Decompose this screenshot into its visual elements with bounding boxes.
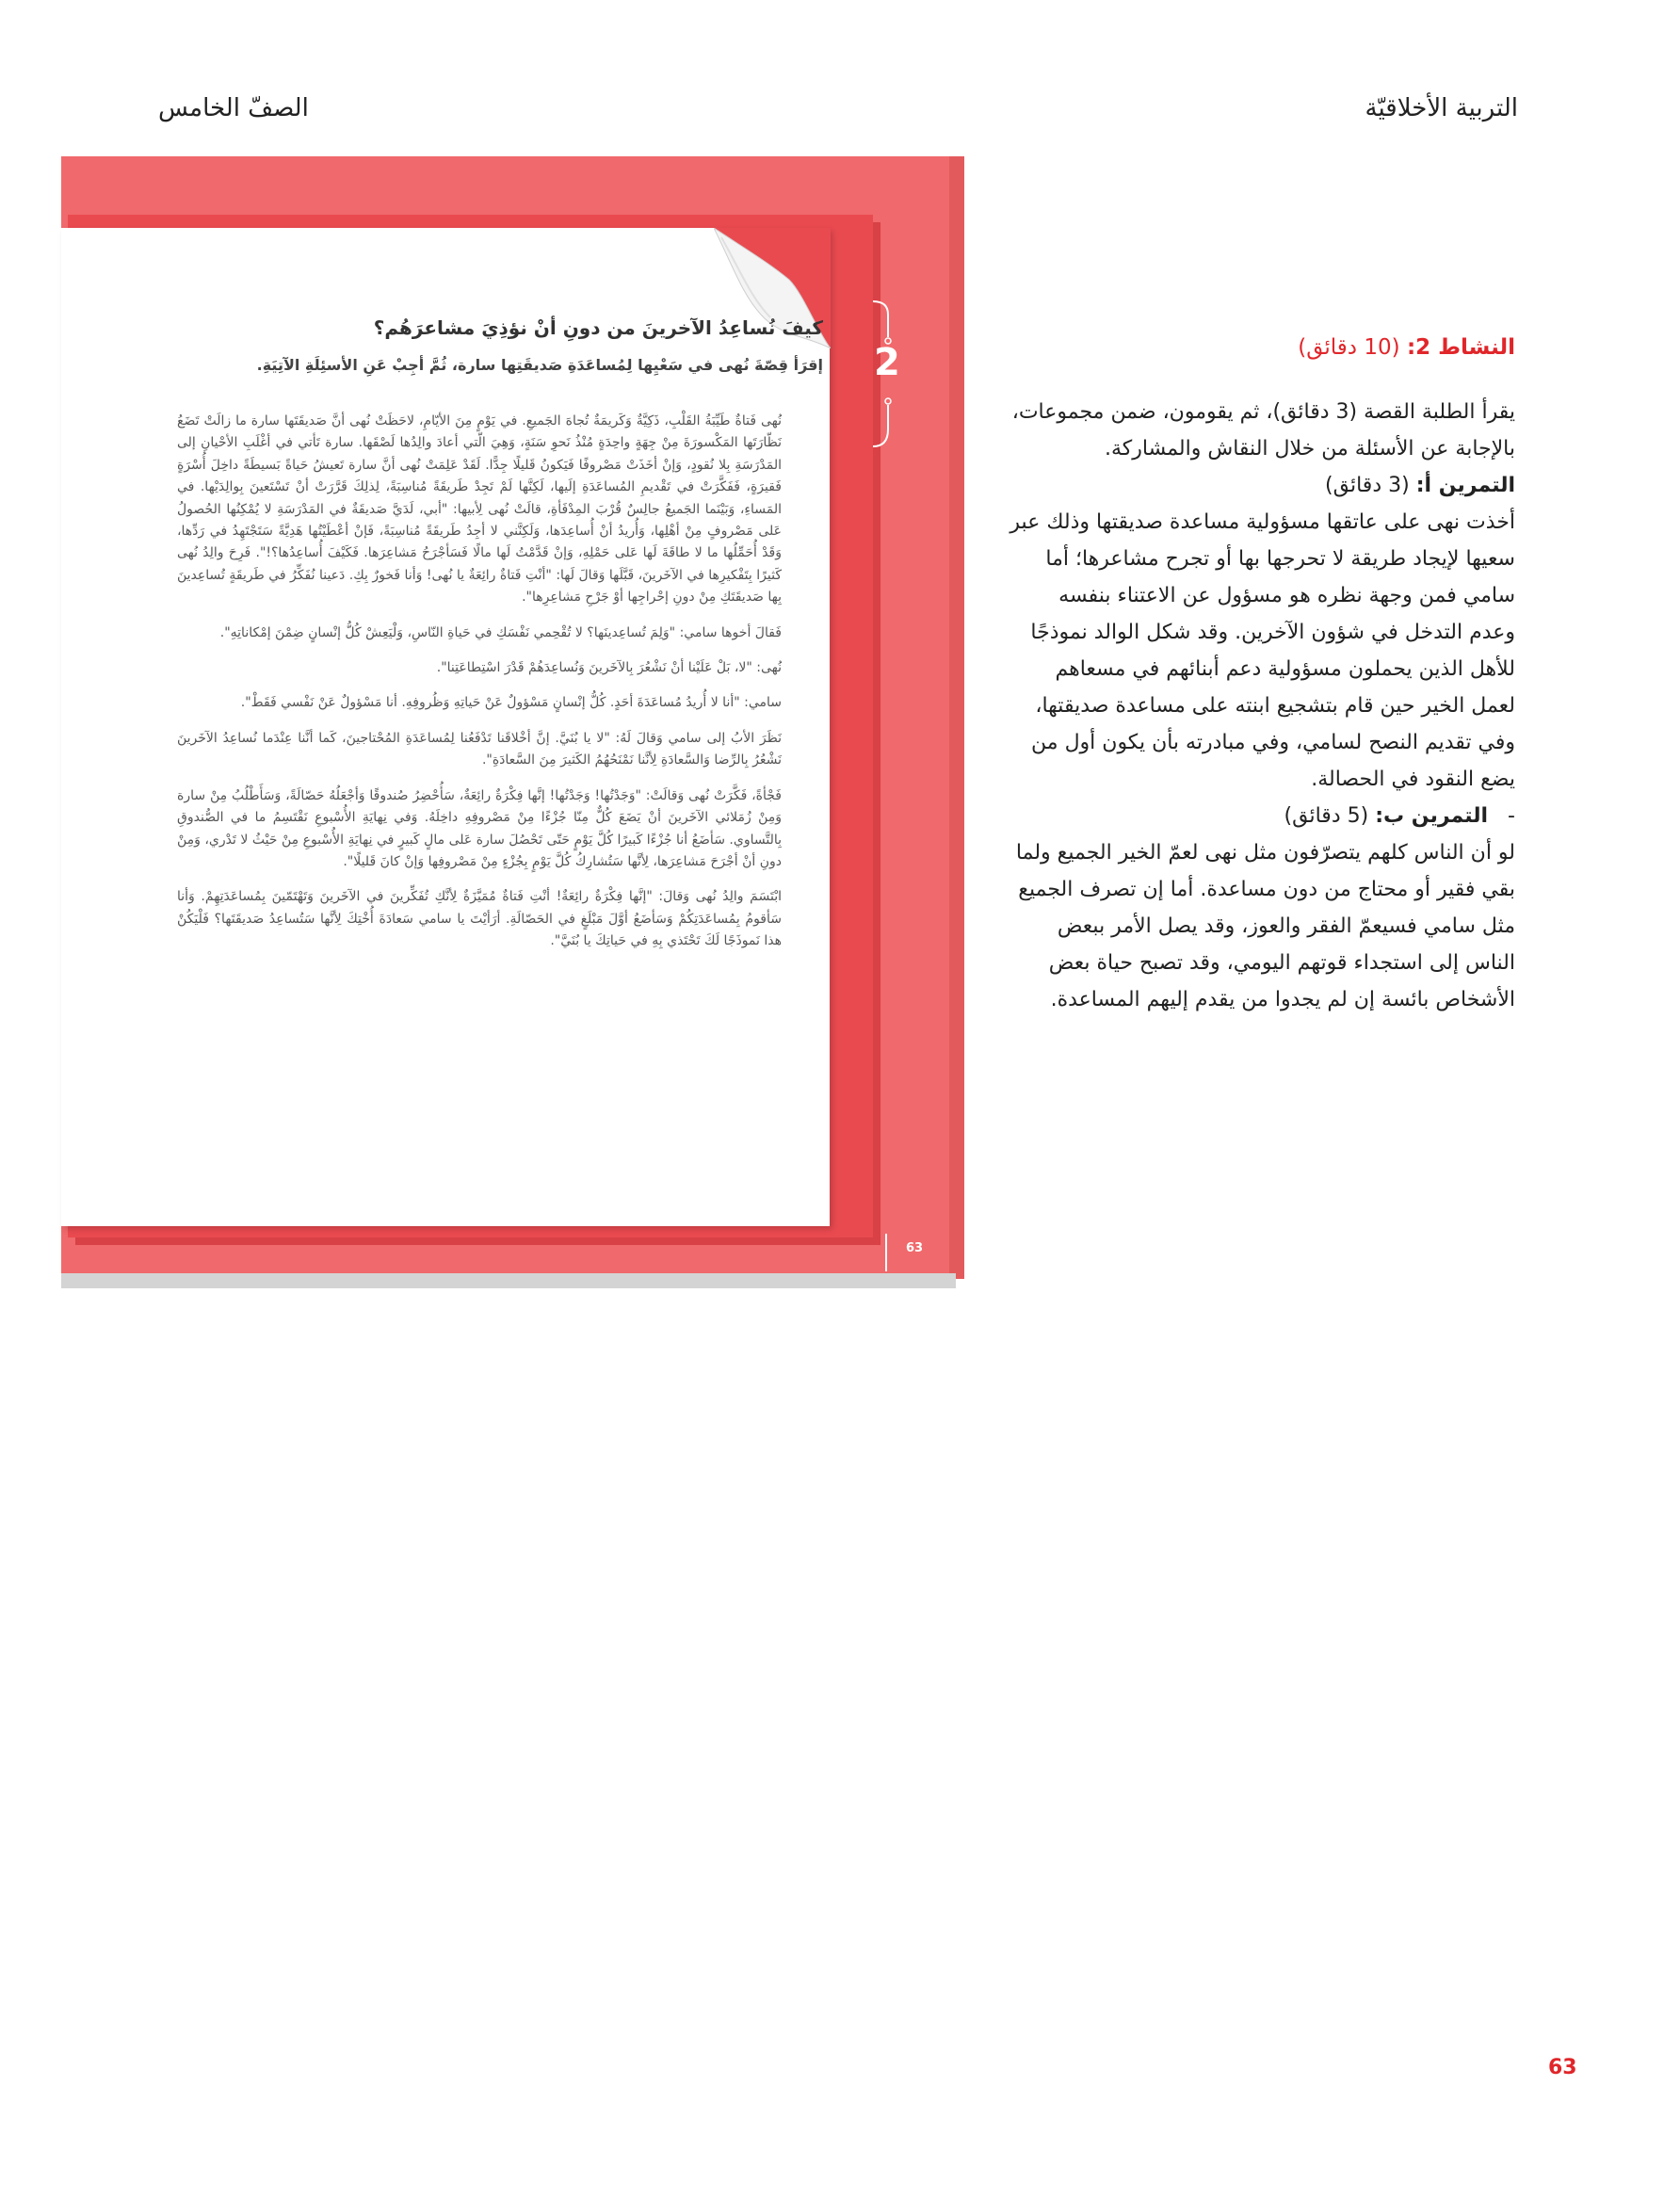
story-paragraph: نَظَرَ الأبُ إلى سامي وَقالَ لَهُ: "لا يا بُنَيَّ. إنَّ أخْلاقَنا تَدْفَعُنا لِمُساعَدَةِ المُحْتاجينَ، كَما أنَّنا عِنْدَما نُساعِدُ الآخَرينَ نَشْعُرُ بِالرِّضا وَالسَّعادَةِ لِأنَّنا نَمْنَحُهُمُ الكَثيرَ مِنَ السَّعادَةِ".: [177, 730, 782, 768]
grade-header: الصفّ الخامس: [158, 94, 309, 122]
page-number: 63: [1548, 2056, 1577, 2079]
exercise-b-dash: -: [1508, 804, 1515, 828]
exercise-b-time: (5 دقائق): [1284, 804, 1369, 828]
activity-title: [1007, 330, 1515, 366]
book-panel-edge: [949, 156, 964, 1279]
activity-time: (10 دقائق): [1298, 335, 1400, 360]
page-number-divider: [885, 1234, 887, 1271]
exercise-a-heading: [1007, 467, 1515, 504]
activity-body: [1007, 394, 1515, 1018]
exercise-a-time: (3 دقائق): [1325, 474, 1410, 497]
exercise-a-label: التمرين أ:: [1415, 474, 1515, 497]
story-paragraph: فَقالَ أخوها سامي: "وَلِمَ تُساعِدينَها؟ لا تُقْحِمي نَفْسَكِ في حَياةِ النّاسِ، وَلْيَعِشْ كُلُّ إنْسانٍ ضِمْنَ إمْكاناتِهِ".: [219, 624, 782, 640]
exercise-b-heading: [1007, 798, 1515, 834]
story-paragraph: نُهى: "لا، بَلْ عَلَيْنا أنْ نَشْعُرَ بِالآخَرينَ وَنُساعِدَهُمْ قَدْرَ اسْتِطاعَتِنا".: [436, 660, 782, 676]
activity-label: النشاط 2:: [1406, 335, 1515, 360]
book-panel-bottom-edge: [61, 1273, 956, 1288]
story-text: [177, 411, 782, 966]
book-page-number: 63: [906, 1241, 924, 1255]
activity-intro: يقرأ الطلبة القصة (3 دقائق)، ثم يقومون، ضمن مجموعات، بالإجابة عن الأسئلة من خلال النقاش والمشاركة.: [1011, 400, 1515, 461]
exercise-b-text: لو أن الناس كلهم يتصرّفون مثل نهى لعمّ الخير الجميع ولما بقي فقير أو محتاج من دون مساعدة. أما إن تصرف الجميع مثل سامي فسيعمّ الفقر والعوز، وقد يصل الأمر ببعض الناس إلى استجداء قوتهم اليومي، وقد تصبح حياة بعض الأشخاص بائسة إن لم يجدوا من يقدم إليهم المساعدة.: [1015, 841, 1515, 1011]
story-paragraph: سامي: "أنا لا أُريدُ مُساعَدَةَ أحَدٍ. كُلُّ إنْسانٍ مَسْؤولٌ عَنْ حَياتِهِ وَظُروفِهِ. أنا مَسْؤولٌ عَنْ نَفْسي فَقَطْ".: [240, 695, 782, 711]
story-instructions: إقرَأ قِصّةَ نُهى في سَعْيِها لِمُساعَدَةِ صَديقَتِها سارة، ثُمَّ أجِبْ عَنِ الأسئِلَةِ الآتِيَةِ.: [256, 356, 823, 374]
exercise-b-label: التمرين ب:: [1375, 804, 1489, 828]
story-paragraph: فَجْأةً، فَكَّرَتْ نُهى وَقالَتْ: "وَجَدْتُها! وَجَدْتُها! إنَّها فِكْرَةٌ رائِعَةٌ، سَأُحْضِرُ صُندوقًا وَأجْعَلُهُ حَصّالَةً، وَسَأَطْلُبُ مِنْ سارة وَمِنْ زُمَلائي الآخَرينَ أنْ يَضَعَ كُلٌّ مِنّا جُزْءًا مِنْ مَصْروفِهِ داخِلَهُ. وَفي نِهايَةِ الأُسْبوعِ نَقْتَسِمُ ما في الصُّندوقِ بِالتَّساوي. سَأضَعُ أنا جُزْءًا كَبيرًا كُلَّ يَوْمٍ حَتّى تَحْصُلَ سارة عَلى مالٍ كَبيرٍ في نِهايَةِ الأُسْبوعِ مِنْ حَيْثُ لا تَدْري، وَمِنْ دونِ أنْ أجْرَحَ مَشاعِرَها، لِأنَّها سَتُشارِكُ كُلَّ يَوْمٍ بِجُزْءٍ مِنْ مَصْروفِها وَإنْ كانَ قَليلًا".: [177, 787, 782, 869]
story-paragraph: نُهى فَتاةٌ طَيِّبَةُ القَلْبِ، ذَكِيَّةٌ وَكَريمَةٌ تُجاهَ الجَميعِ. في يَوْمٍ مِنَ الأيّامِ، لاحَظَتْ نُهى أنَّ صَديقَتَها سارة ما زالَتْ تَضَعُ نَظّارَتَها المَكْسورَةَ مِنْ جِهَةٍ واحِدَةٍ مُنْذُ نَحوِ سَنَةٍ، وَهِيَ الّتي أعادَ والِدُها لَصْقَها. سارة تَأتي في أغْلَبِ الأحْيانِ إلى المَدْرَسَةِ بِلا نُقودٍ، وَإنْ أخَذَتْ مَصْروفًا فَيَكونُ قَليلًا جِدًّا. لَقَدْ عَلِمَتْ نُهى أنَّ سارة تَعيشُ حَياةً بَسيطَةً داخِلَ أُسْرَةٍ فَقيرَةٍ، فَفَكَّرَتْ في تَقْديمِ المُساعَدَةِ إلَيها، لَكِنَّها لَمْ تَجِدْ طَريقَةً مُناسِبَةً، لِذلِكَ قَرَّرَتْ أنْ تَسْتَعينَ بِوالِدَيْها. في المَساءِ، وَبَيْنَما الجَميعُ جالِسٌ قُرْبَ المِدْفَأةِ، قالَتْ نُهى لِأبيها: "أبي، لَدَيَّ صَديقَةٌ في المَدْرَسَةِ لا يُمْكِنُها الحُصولُ عَلى مَصْروفٍ مِنْ أهْلِها، وَأُريدُ أنْ أُساعِدَها، وَلَكِنَّني لا أجِدُ طَريقَةً مُناسِبَةً، فَإنْ أعْطَيْتُها هَدِيَّةً سَتَجْتَهِدُ في رَدِّها، وَقَدْ أُحَمِّلُها ما لا طاقَةَ لَها عَلى حَمْلِهِ، وَإنْ قَدَّمْتُ لَها مالًا فَسَأجْرَحُ مَشاعِرَها. فَكَيْفَ أُساعِدُها؟!". فَرِحَ والِدُ نُهى كَثيرًا بِتَفْكيرِها في الآخَرينَ، قَبَّلَها وَقالَ لَها: "أنْتِ فَتاةٌ رائِعَةٌ يا نُهى! وَأنا فَخورٌ بِكِ. دَعينا نُفَكِّرُ في طَريقَةٍ تُساعِدينَ بِها صَديقَتَكِ مِنْ دونِ إحْراجِها أوْ جَرْحِ مَشاعِرِها".: [177, 413, 782, 606]
subject-header: التربية الأخلاقيّة: [1365, 94, 1518, 122]
story-title: كيفَ نُساعِدُ الآخرينَ من دونِ أنْ نؤذِيَ مشاعرَهُم؟: [373, 316, 823, 339]
chapter-number: 2: [874, 341, 900, 384]
exercise-a-text: أخذت نهى على عاتقها مسؤولية مساعدة صديقتها وذلك عبر سعيها لإيجاد طريقة لا تحرجها بها أو تجرح مشاعرها؛ أما سامي فمن وجهة نظره هو مسؤول عن الاعتناء بنفسه وعدم التدخل في شؤون الآخرين. وقد شكل الوالد نموذجًا للأهل الذين يحملون مسؤولية دعم أبنائهم في مسعاهم لعمل الخير حين قام بتشجيع ابنته على مساعدة صديقتها، وفي تقديم النصح لسامي، وفي مبادرته بأن يكون أول من يضع النقود في الحصالة.: [1010, 510, 1515, 791]
story-paragraph: ابْتَسَمَ والِدُ نُهى وَقالَ: "إنَّها فِكْرَةٌ رائِعَةٌ! أنْتِ فَتاةٌ مُمَيَّزَةٌ لِأنَّكِ تُفَكِّرينَ في الآخَرينَ وَتَهْتَمّينَ بِمُساعَدَتِهِمْ. وَأنا سَأقومُ بِمُساعَدَتِكُمْ وَسَأضَعُ أوَّلَ مَبْلَغٍ في الحَصّالَةِ. أرَأيْتَ يا سامي سَعادَةَ أُخْتِكَ لِأنَّها سَتُساعِدُ صَديقَتَها؟ فَلْيَكُنْ هذا نَموذَجًا لَكَ تَحْتَذي بِهِ في حَياتِكَ يا بُنَيَّ".: [177, 889, 782, 949]
